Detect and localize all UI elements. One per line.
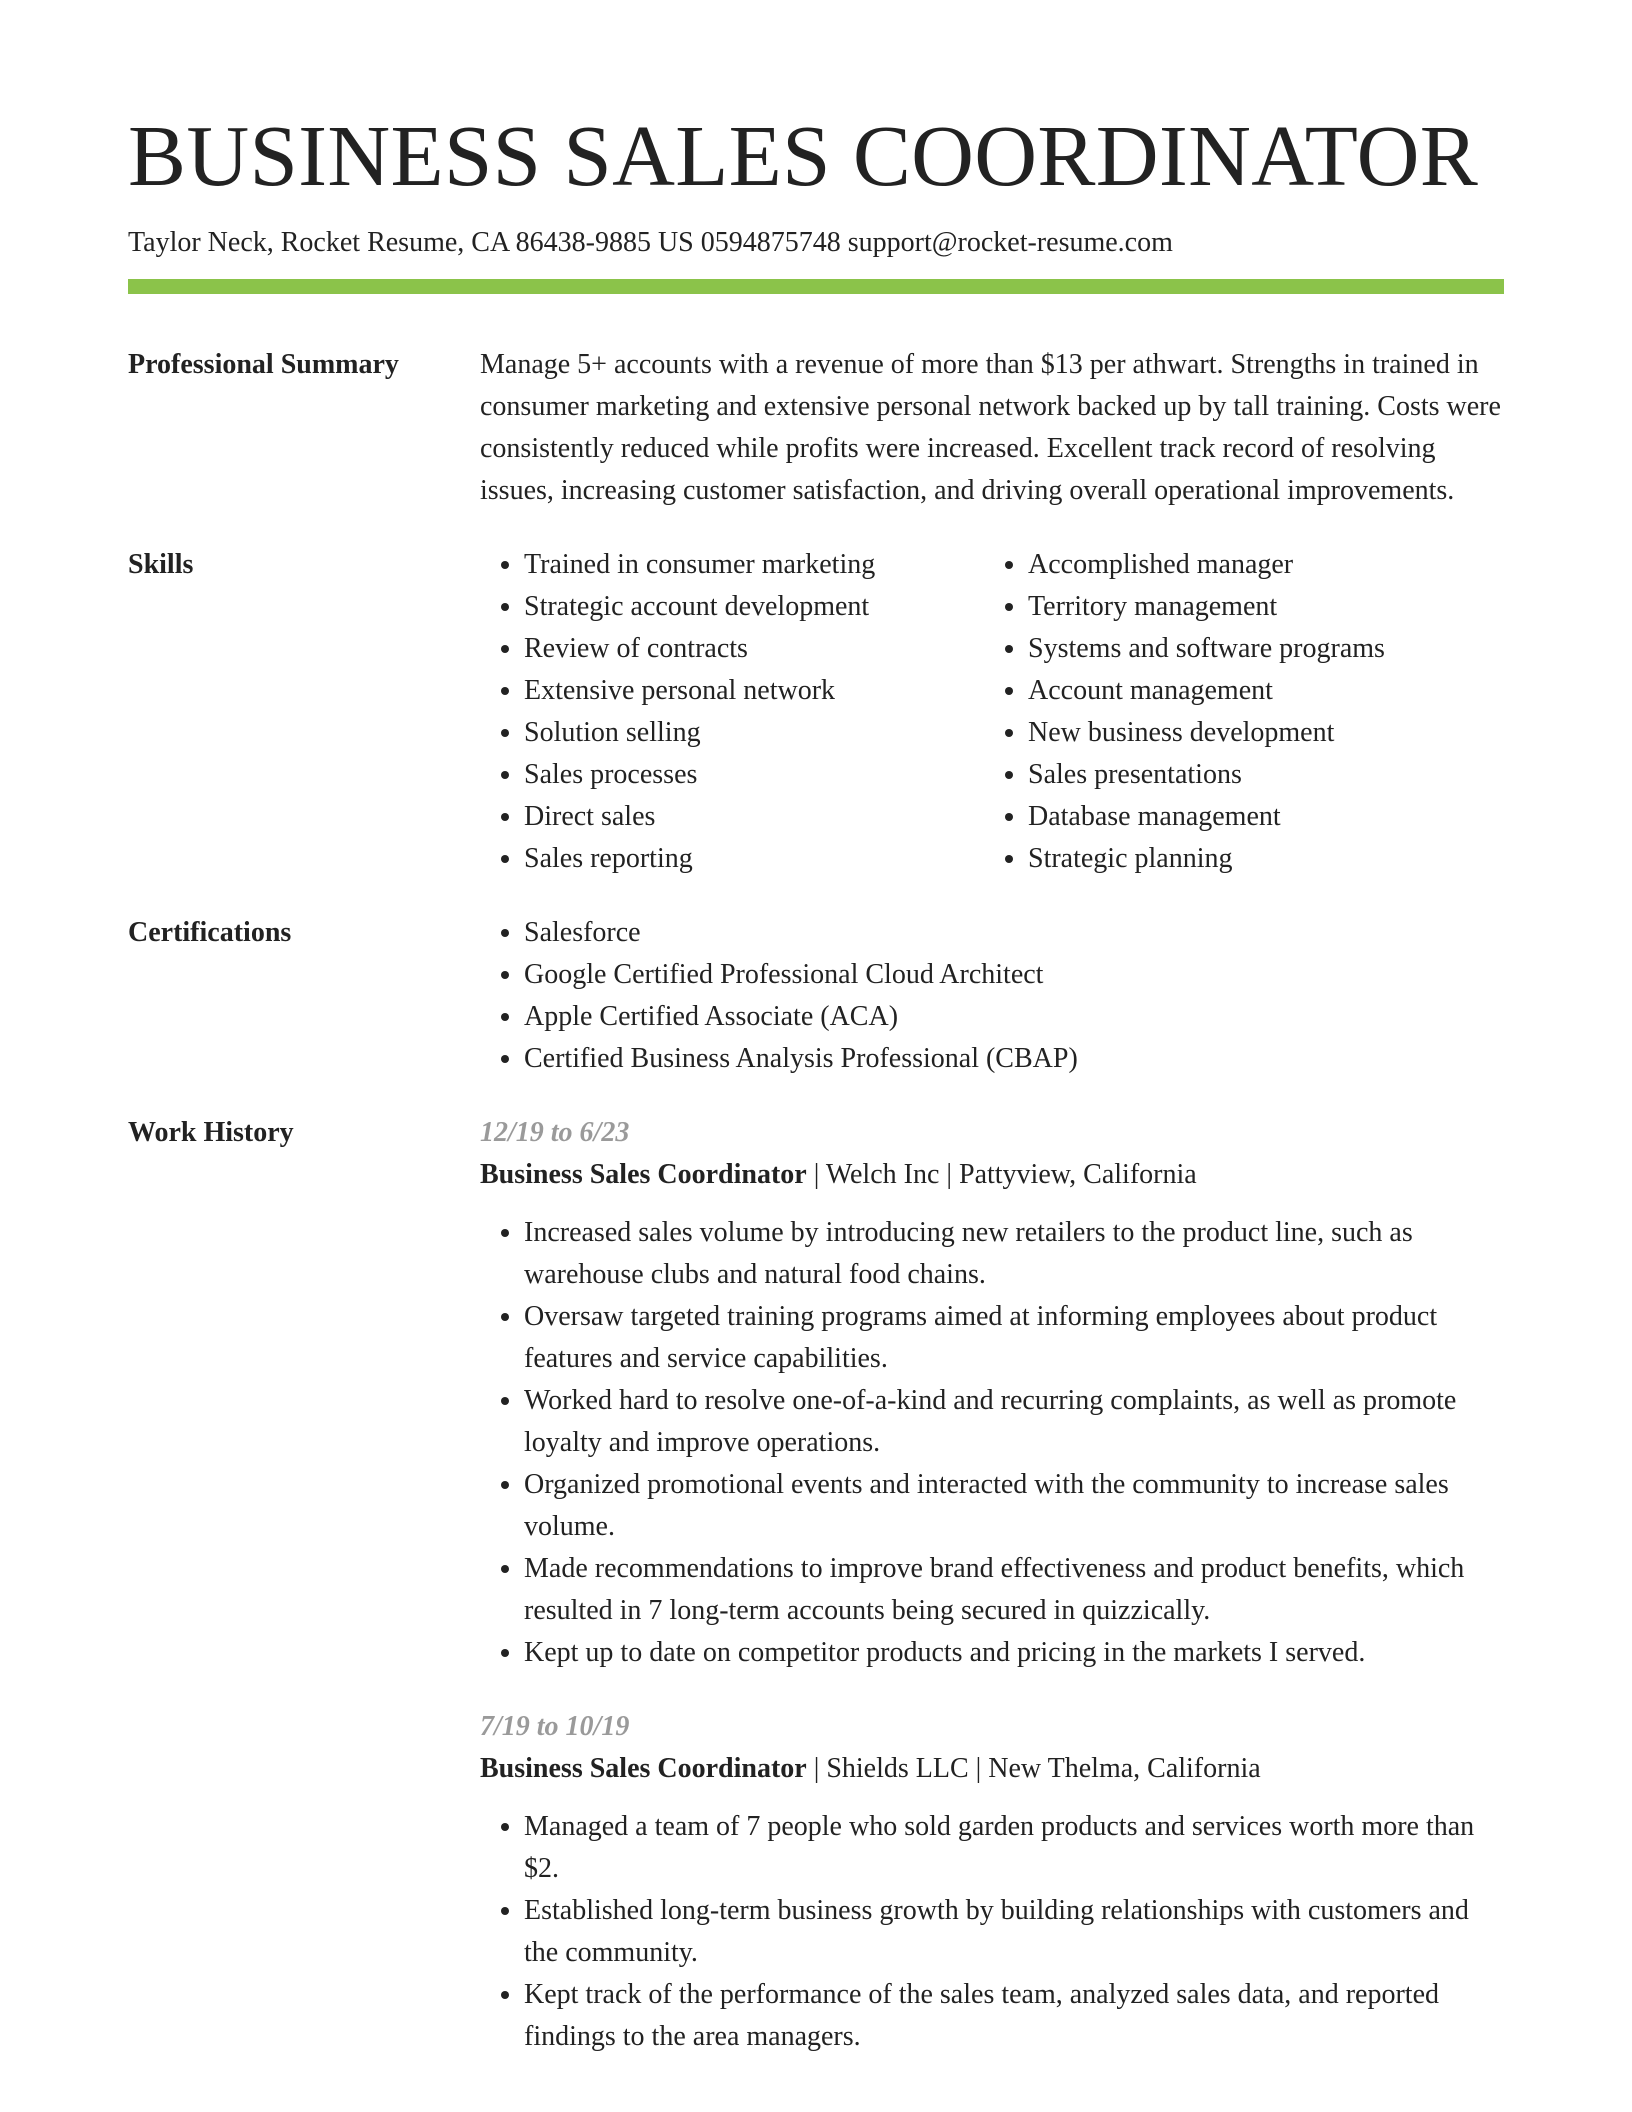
certification-item: • Certified Business Analysis Professional (CBAP)	[524, 1038, 1504, 1080]
job-heading	[480, 1154, 1504, 1196]
skill-item: • Review of contracts	[524, 628, 984, 670]
job-bullet: • Organized promotional events and interacted with the community to increase sales volume.	[524, 1464, 1504, 1548]
skill-item: • Sales presentations	[1028, 754, 1488, 796]
job-bullet: • Increased sales volume by introducing new retailers to the product line, such as warehouse clubs and natural food chains.	[524, 1212, 1504, 1296]
certification-item: • Apple Certified Associate (ACA)	[524, 996, 1504, 1038]
job-heading	[480, 1748, 1504, 1790]
skills-list-left	[480, 544, 984, 880]
work-history-section	[128, 1112, 1504, 2058]
job-bullet: • Kept track of the performance of the sales team, analyzed sales data, and reported findings to the area managers.	[524, 1974, 1504, 2058]
contact-line: Taylor Neck, Rocket Resume, CA 86438-9885 US 0594875748 support@rocket-resume.com	[128, 227, 1173, 258]
job-dates: 7/19 to 10/19	[480, 1711, 630, 1742]
skill-item: • Strategic planning	[1028, 838, 1488, 880]
certifications-list	[480, 912, 1504, 1080]
skill-item: • Systems and software programs	[1028, 628, 1488, 670]
skill-item: • New business development	[1028, 712, 1488, 754]
skill-item: • Accomplished manager	[1028, 544, 1488, 586]
job-title: Business Sales Coordinator	[480, 1753, 807, 1784]
job-bullet: • Made recommendations to improve brand effectiveness and product benefits, which resulted in 7 long-term accounts being secured in quizzically.	[524, 1548, 1504, 1632]
resume-title: BUSINESS SALES COORDINATOR	[128, 107, 1479, 204]
skill-item: • Sales reporting	[524, 838, 984, 880]
job-title: Business Sales Coordinator	[480, 1159, 807, 1190]
certification-item: • Google Certified Professional Cloud Architect	[524, 954, 1504, 996]
header-divider	[128, 279, 1504, 294]
job-bullet: • Managed a team of 7 people who sold garden products and services worth more than $2.	[524, 1806, 1504, 1890]
skill-item: • Account management	[1028, 670, 1488, 712]
job-bullet: • Worked hard to resolve one-of-a-kind and recurring complaints, as well as promote loyalty and improve operations.	[524, 1380, 1504, 1464]
skill-item: • Sales processes	[524, 754, 984, 796]
certification-item: • Salesforce	[524, 912, 1504, 954]
section-label-skills: Skills	[128, 549, 194, 580]
skill-item: • Database management	[1028, 796, 1488, 838]
job-bullets	[480, 1806, 1504, 2058]
job-bullet: • Oversaw targeted training programs aimed at informing employees about product features and service capabilities.	[524, 1296, 1504, 1380]
certifications-section	[128, 912, 1504, 1080]
job-bullet: • Kept up to date on competitor products and pricing in the markets I served.	[524, 1632, 1504, 1674]
section-label-work-history: Work History	[128, 1117, 294, 1148]
job-dates: 12/19 to 6/23	[480, 1117, 630, 1148]
skill-item: • Territory management	[1028, 586, 1488, 628]
job-details: | Shields LLC | New Thelma, California	[806, 1753, 1261, 1784]
section-label-certifications: Certifications	[128, 917, 292, 948]
job-entry	[480, 1112, 1504, 1674]
job-bullet: • Established long-term business growth by building relationships with customers and the community.	[524, 1890, 1504, 1974]
skill-item: • Trained in consumer marketing	[524, 544, 984, 586]
job-bullets	[480, 1212, 1504, 1674]
section-label-summary: Professional Summary	[128, 349, 399, 380]
skill-item: • Direct sales	[524, 796, 984, 838]
job-details: | Welch Inc | Pattyview, California	[806, 1159, 1197, 1190]
skill-item: • Extensive personal network	[524, 670, 984, 712]
summary-text: Manage 5+ accounts with a revenue of more than $13 per athwart. Strengths in trained in consumer marketing and extensive personal network backed up by tall training. Costs were consistently reduced while profits were increased. Excellent track record of resolving issues, increasing customer satisfaction, and driving overall operational improvements.	[480, 349, 1501, 506]
skills-list-right	[984, 544, 1488, 880]
summary-section	[128, 344, 1504, 512]
skill-item: • Strategic account development	[524, 586, 984, 628]
job-entry	[480, 1706, 1504, 2058]
skill-item: • Solution selling	[524, 712, 984, 754]
skills-section	[128, 544, 1504, 880]
